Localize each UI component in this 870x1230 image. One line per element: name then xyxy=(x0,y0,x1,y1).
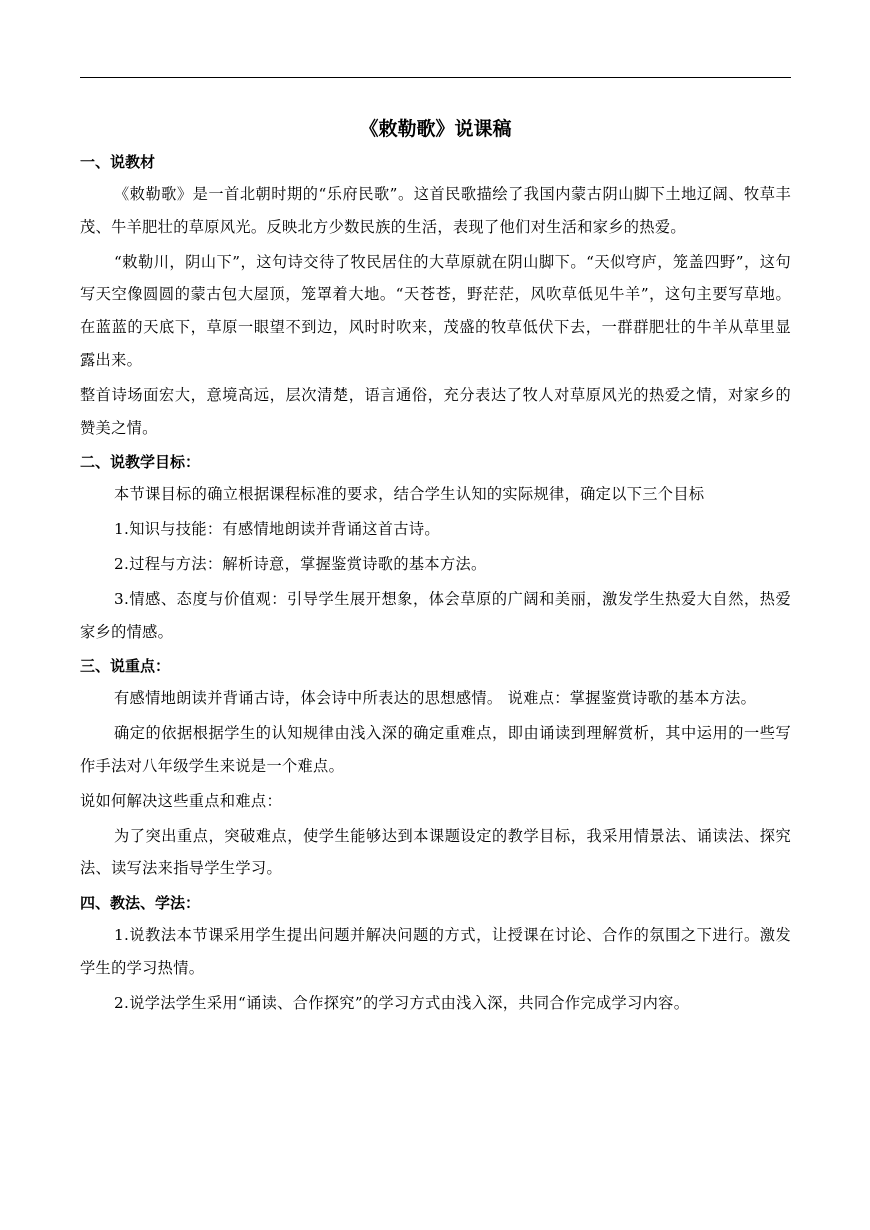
list-item: 3.情感、态度与价值观：引导学生展开想象，体会草原的广阔和美丽，激发学生热爱大自然，热爱家乡的情感。 xyxy=(80,589,791,641)
document-title: 《敕勒歌》说课稿 xyxy=(359,118,512,140)
section-heading-objectives: 二、说教学目标： xyxy=(80,453,201,472)
list-item: 1.说教法本节课采用学生提出问题并解决问题的方式，让授课在讨论、合作的氛围之下进行。激发学生的学习热情。 xyxy=(80,926,791,977)
paragraph: 《敕勒歌》是一首北朝时期的“乐府民歌”。这首民歌描绘了我国内蒙古阴山脚下土地辽阔、牧草丰茂、牛羊肥壮的草原风光。反映北方少数民族的生活，表现了他们对生活和家乡的热爱。 xyxy=(80,185,791,236)
paragraph: 整首诗场面宏大，意境高远，层次清楚，语言通俗，充分表达了牧人对草原风光的热爱之情，对家乡的赞美之情。 xyxy=(80,385,791,437)
paragraph: 说如何解决这些重点和难点： xyxy=(80,791,282,810)
list-item: 2.说学法学生采用“诵读、合作探究”的学习方式由浅入深，共同合作完成学习内容。 xyxy=(114,993,690,1012)
list-item: 1.知识与技能：有感情地朗读并背诵这首古诗。 xyxy=(114,520,440,539)
document-body xyxy=(80,112,791,1022)
paragraph: 确定的依据根据学生的认知规律由浅入深的确定重难点，即由诵读到理解赏析，其中运用的一些写作手法对八年级学生来说是一个难点。 xyxy=(80,724,791,775)
section-heading-key-points: 三、说重点： xyxy=(80,657,171,676)
paragraph: 本节课目标的确立根据课程标准的要求，结合学生认知的实际规律，确定以下三个目标 xyxy=(114,485,705,504)
header-rule xyxy=(80,77,791,78)
section-heading-textbook: 一、说教材 xyxy=(80,153,156,171)
paragraph: 有感情地朗读并背诵古诗，体会诗中所表达的思想感情。 说难点：掌握鉴赏诗歌的基本方法。 xyxy=(114,689,757,708)
section-heading-methods: 四、教法、学法： xyxy=(80,894,201,913)
list-item: 2.过程与方法：解析诗意，掌握鉴赏诗歌的基本方法。 xyxy=(114,554,487,573)
paragraph: “敕勒川，阴山下”，这句诗交待了牧民居住的大草原就在阴山脚下。“天似穹庐，笼盖四野”，这句写天空像圆圆的蒙古包大屋顶，笼罩着大地。“天苍苍，野茫茫，风吹草低见牛羊”，这句主要写草地。在蓝蓝的天底下，草原一眼望不到边，风时时吹来，茂盛的牧草低伏下去，一群群肥壮的牛羊从草里显露出来。 xyxy=(80,252,791,369)
paragraph: 为了突出重点，突破难点，使学生能够达到本课题设定的教学目标，我采用情景法、诵读法、探究法、读写法来指导学生学习。 xyxy=(80,826,791,878)
